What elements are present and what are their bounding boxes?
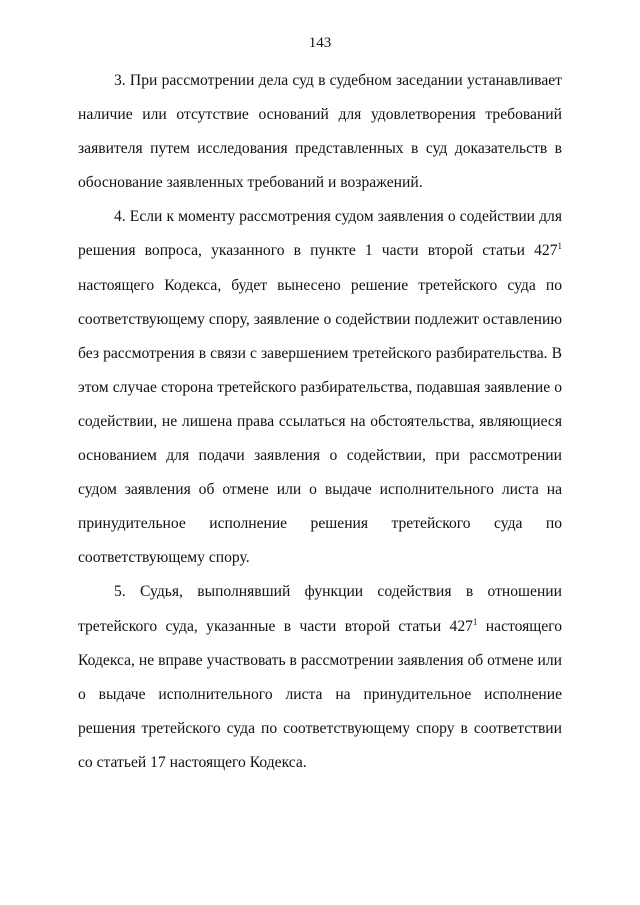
paragraph-4-text-start: 4. Если к моменту рассмотрения судом заявления о содействии для решения вопроса, указанного в пункте 1 части второй статьи 427 xyxy=(78,208,562,260)
article-superscript: 1 xyxy=(557,241,562,252)
article-superscript: 1 xyxy=(472,616,478,627)
paragraph-4-text-end: настоящего Кодекса, будет вынесено решение третейского суда по соответствующему спору, заявление о содействии подлежит оставлению без рассмотрения в связи с завершением третейского разбирательства. В этом случае сторона третейского разбирательства, подавшая заявление о содействии, не лишена права ссылаться на обстоятельства, являющиеся основанием для подачи заявления о содействии, при рассмотрении судом заявления об отмене или о выдаче исполнительного листа на принудительное исполнение решения третейского суда по соответствующему спору. xyxy=(78,276,562,567)
paragraph-5-text-end: настоящего Кодекса, не вправе участвовать в рассмотрении заявления об отмене или о выдаче исполнительного листа на принудительное исполнение решения третейского суда по соответствующему спору в соответствии со статьей 17 настоящего Кодекса. xyxy=(78,617,563,771)
page-number: 143 xyxy=(308,35,332,51)
paragraph-5-text-start: 5. Судья, выполнявший функции содействия в отношении третейского суда, указанные в части второй статьи 427 xyxy=(78,583,562,635)
document-body xyxy=(78,64,562,780)
paragraph-5 xyxy=(78,575,562,780)
paragraph-4 xyxy=(78,200,562,575)
paragraph-3: 3. При рассмотрении дела суд в судебном заседании устанавливает наличие или отсутствие оснований для удовлетворения требований заявителя путем исследования представленных в суд доказательств в обоснование заявленных требований и возражений. xyxy=(78,72,562,192)
